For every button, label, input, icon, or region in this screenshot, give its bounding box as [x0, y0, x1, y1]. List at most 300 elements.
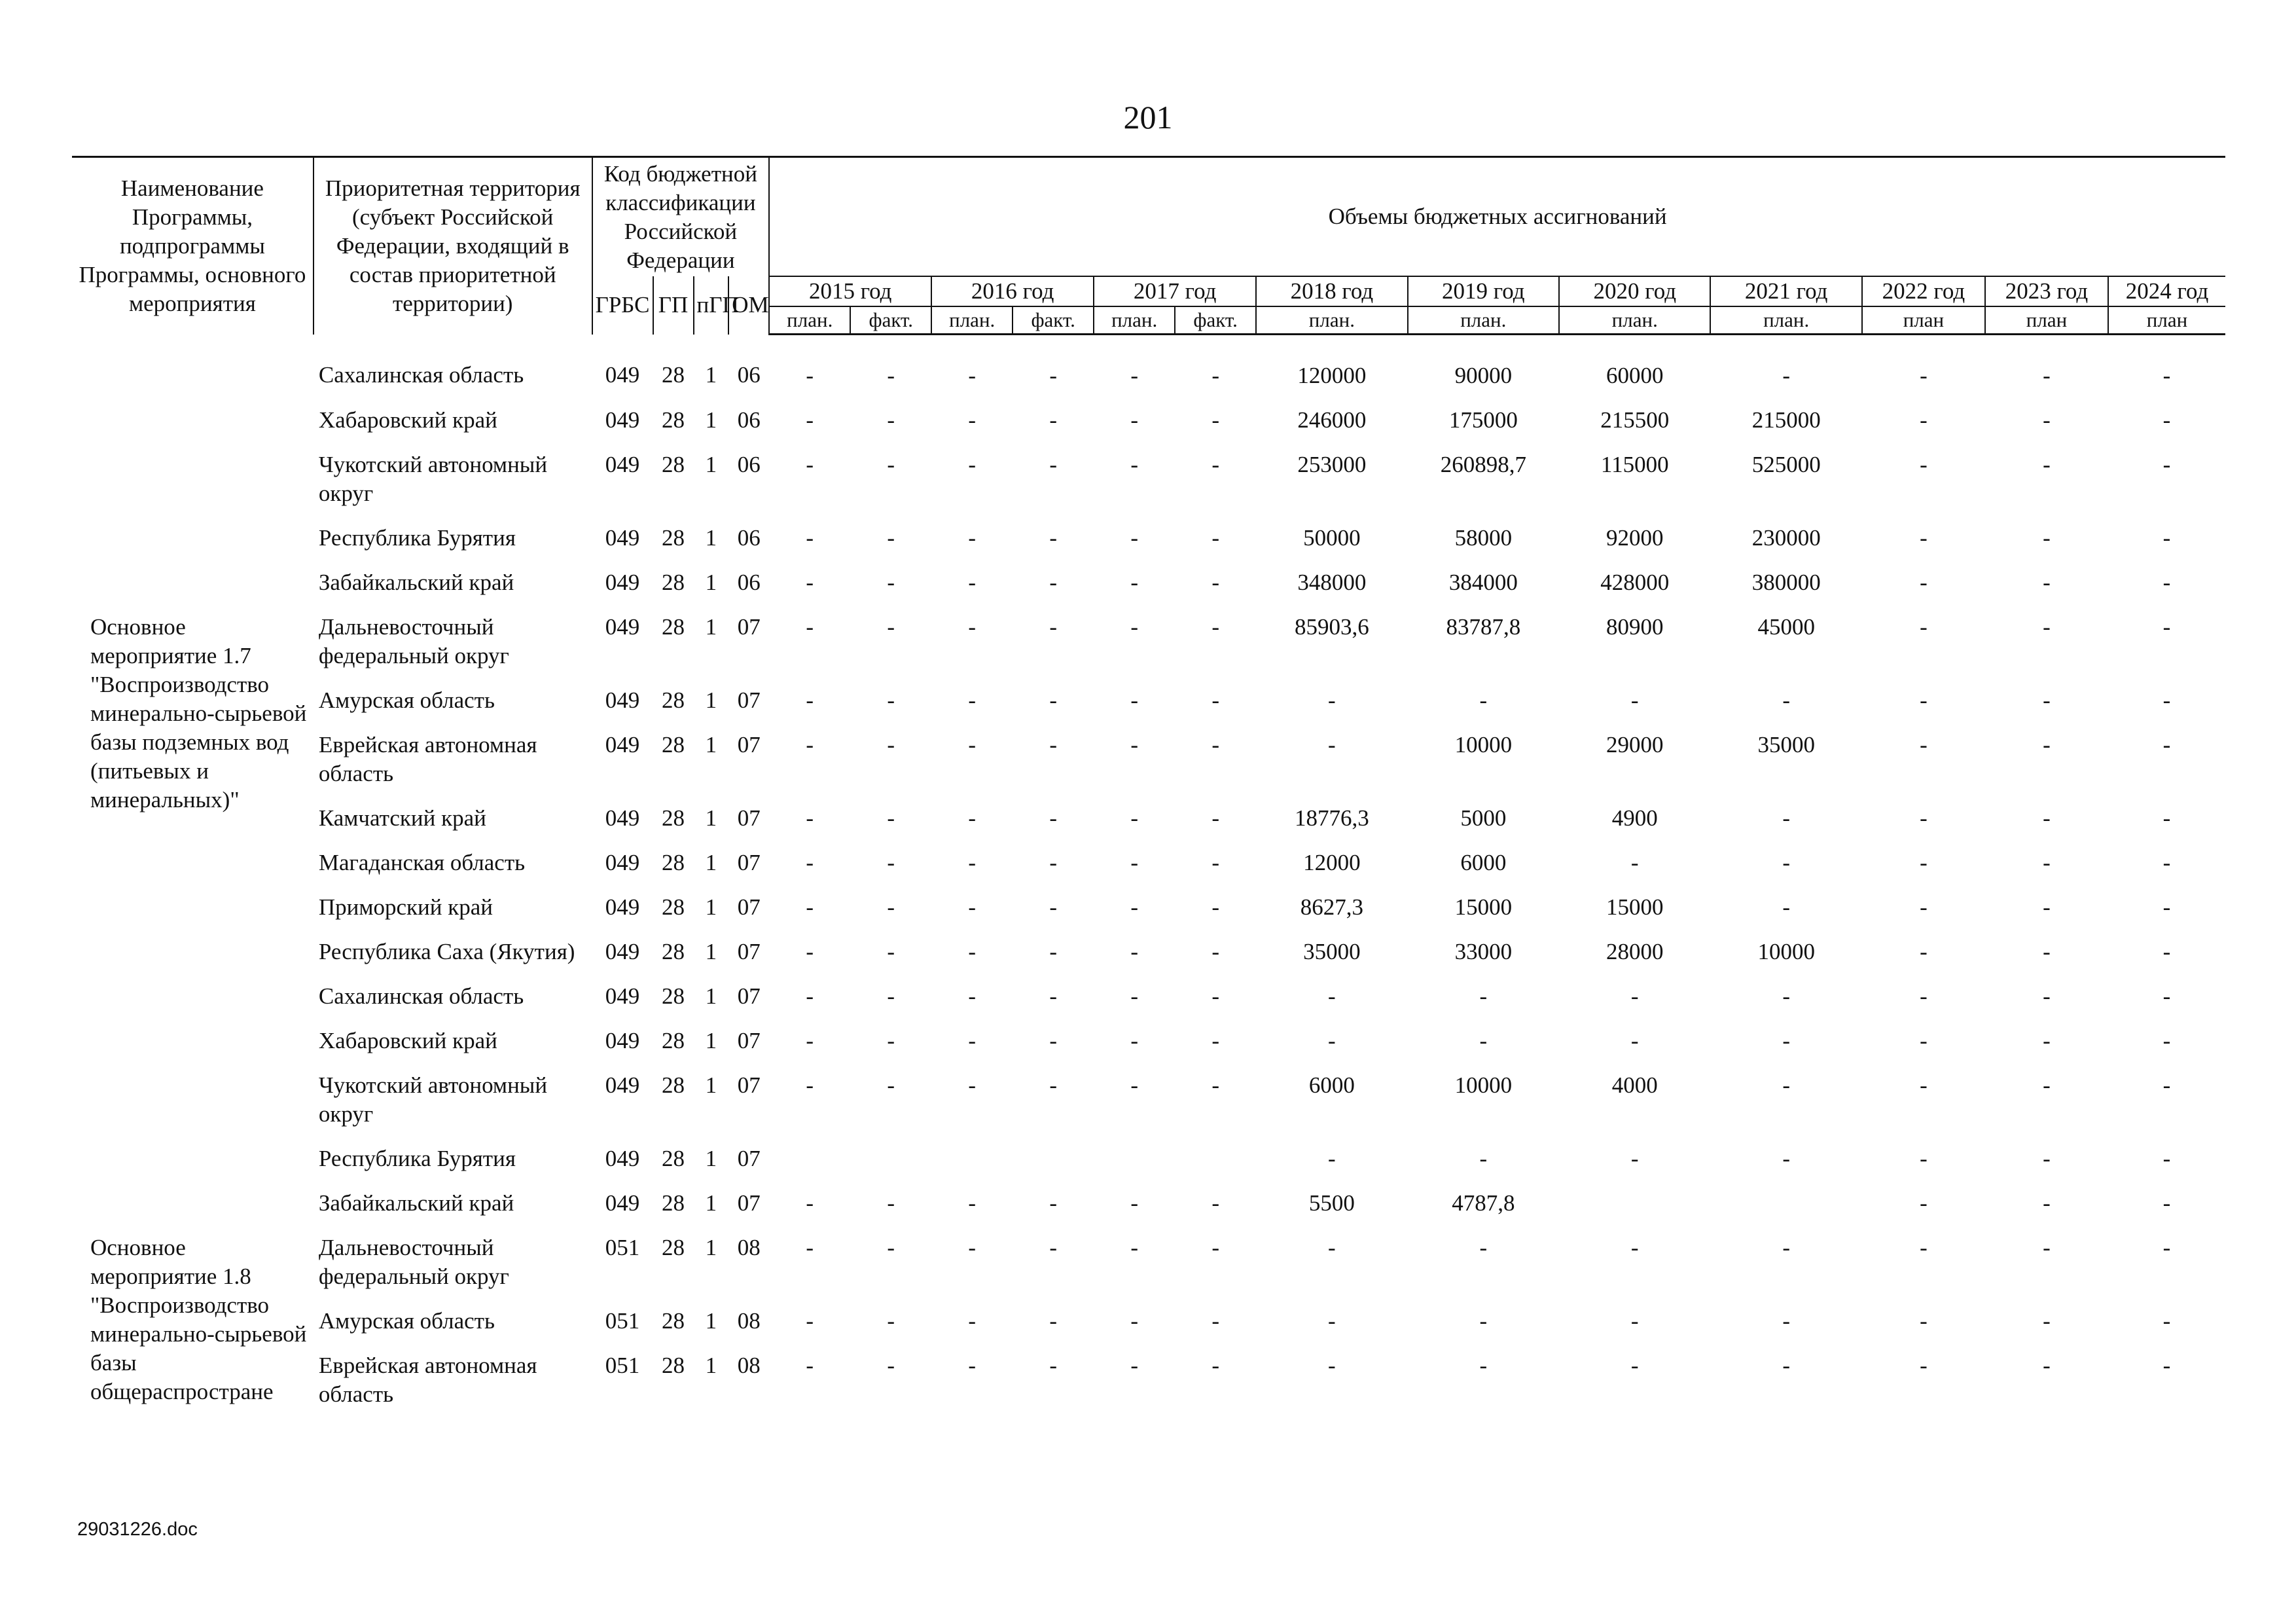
budget-value: 260898,7 [1440, 452, 1526, 477]
header-year: 2015 год [769, 276, 931, 306]
budget-value: - [887, 1072, 895, 1098]
budget-value: - [806, 805, 814, 831]
budget-value: - [1782, 850, 1791, 875]
budget-value [931, 1144, 1013, 1189]
budget-value: - [1049, 732, 1058, 757]
budget-value: - [2043, 407, 2051, 433]
budget-value: - [1130, 1072, 1138, 1098]
code-grbs: 049 [605, 570, 640, 595]
budget-value: - [2162, 570, 2171, 595]
code-om: 07 [737, 805, 761, 831]
budget-value: - [2162, 939, 2171, 964]
budget-value: 115000 [1600, 452, 1669, 477]
budget-value: - [968, 1028, 977, 1053]
budget-value: 15000 [1454, 894, 1513, 920]
budget-value: - [1328, 687, 1336, 713]
budget-value: - [1630, 850, 1639, 875]
table-row [72, 450, 2225, 524]
budget-value: - [1049, 894, 1058, 920]
code-gp: 28 [662, 1028, 685, 1053]
budget-value: - [887, 407, 895, 433]
budget-value: - [1920, 1353, 1928, 1378]
territory-name: Чукотский автономный округ [318, 1072, 548, 1127]
budget-value: - [2043, 570, 2051, 595]
code-pgp: 1 [705, 407, 717, 433]
code-gp: 28 [662, 1235, 685, 1260]
header-year: 2024 год [2108, 276, 2225, 306]
code-om: 07 [737, 732, 761, 757]
table-row [72, 804, 2225, 848]
budget-value: - [1049, 1028, 1058, 1053]
header-plan: план. [1710, 306, 1861, 335]
code-om: 07 [737, 614, 761, 640]
budget-value: - [968, 525, 977, 551]
budget-value: - [1782, 1353, 1791, 1378]
budget-value: - [2162, 850, 2171, 875]
code-pgp: 1 [705, 732, 717, 757]
budget-value: - [1211, 983, 1219, 1009]
budget-value: - [1479, 1308, 1488, 1334]
budget-value: - [2162, 1308, 2171, 1334]
header-territory: Приоритетная территория (субъект Российской Федерации, входящий в состав приоритетной территории) [314, 157, 592, 335]
budget-value: - [968, 939, 977, 964]
budget-value: - [1479, 1235, 1488, 1260]
code-gp: 28 [662, 525, 685, 551]
budget-value: - [1211, 1190, 1219, 1216]
budget-value: - [2043, 939, 2051, 964]
budget-value: 175000 [1448, 407, 1518, 433]
budget-value: 8627,3 [1300, 894, 1363, 920]
table-row [72, 848, 2225, 893]
budget-value: - [1328, 983, 1336, 1009]
budget-value: - [1630, 687, 1639, 713]
budget-value: - [1049, 850, 1058, 875]
budget-value: 4787,8 [1452, 1190, 1515, 1216]
budget-value: - [1782, 805, 1791, 831]
budget-value: - [1920, 805, 1928, 831]
budget-value: - [2043, 1072, 2051, 1098]
header-plan: план. [769, 306, 850, 335]
budget-value: - [2162, 1235, 2171, 1260]
document-code: 29031226.doc [77, 1519, 198, 1540]
budget-value: - [1211, 1308, 1219, 1334]
code-grbs: 049 [605, 361, 640, 388]
program-cell-empty [72, 335, 314, 613]
code-grbs: 049 [605, 894, 640, 920]
budget-value: - [1130, 983, 1138, 1009]
budget-value: - [2162, 407, 2171, 433]
budget-value: - [1049, 452, 1058, 477]
territory-name: Амурская область [318, 1308, 495, 1334]
budget-value: 348000 [1297, 570, 1367, 595]
budget-value: - [2162, 894, 2171, 920]
territory-name: Магаданская область [318, 850, 526, 875]
budget-value: - [2043, 850, 2051, 875]
budget-value: - [1211, 805, 1219, 831]
budget-value: - [1049, 363, 1058, 388]
budget-value: - [1049, 983, 1058, 1009]
territory-name: Чукотский автономный округ [318, 452, 548, 506]
header-year: 2016 год [931, 276, 1094, 306]
budget-value: - [1920, 1146, 1928, 1171]
budget-value: - [968, 732, 977, 757]
budget-value: - [2162, 1028, 2171, 1053]
budget-value: 120000 [1297, 363, 1367, 388]
header-plan: план. [1408, 306, 1559, 335]
budget-value: - [1211, 894, 1219, 920]
code-grbs: 049 [605, 525, 640, 551]
header-plan: план. [1094, 306, 1175, 335]
table-row [72, 1307, 2225, 1351]
budget-value [1013, 1144, 1094, 1189]
code-pgp: 1 [705, 1190, 717, 1216]
budget-value: 18776,3 [1295, 805, 1369, 831]
code-grbs: 051 [605, 1353, 640, 1378]
budget-value: - [1479, 687, 1488, 713]
budget-value: - [2043, 732, 2051, 757]
budget-value: - [1920, 614, 1928, 640]
budget-value: - [2043, 1146, 2051, 1171]
budget-value: - [1920, 1235, 1928, 1260]
header-budget-volume: Объемы бюджетных ассигнований [769, 157, 2225, 277]
budget-value: - [806, 687, 814, 713]
budget-value: - [806, 1028, 814, 1053]
page-number: 201 [1123, 99, 1173, 136]
territory-name: Сахалинская область [318, 361, 524, 388]
budget-value [769, 1144, 850, 1189]
code-grbs: 049 [605, 407, 640, 433]
code-gp: 28 [662, 983, 685, 1009]
code-grbs: 049 [605, 1028, 640, 1053]
budget-value: - [1130, 1235, 1138, 1260]
code-gp: 28 [662, 1146, 685, 1171]
budget-value: - [1920, 363, 1928, 388]
code-pgp: 1 [705, 1072, 717, 1098]
code-grbs: 049 [605, 452, 640, 477]
budget-value: - [2043, 983, 2051, 1009]
budget-value: - [1130, 850, 1138, 875]
code-gp: 28 [662, 1190, 685, 1216]
table-row [72, 1071, 2225, 1144]
header-plan: план. [1559, 306, 1710, 335]
code-pgp: 1 [705, 850, 717, 875]
budget-value: - [1130, 525, 1138, 551]
budget-value: 215000 [1751, 407, 1821, 433]
budget-value: - [1211, 939, 1219, 964]
table-row [72, 982, 2225, 1027]
budget-value: 380000 [1751, 570, 1821, 595]
code-om: 07 [737, 939, 761, 964]
budget-value: - [1630, 1353, 1639, 1378]
budget-value: - [2162, 1353, 2171, 1378]
header-year: 2018 год [1256, 276, 1407, 306]
header-fact: факт. [1175, 306, 1256, 335]
budget-value: - [1782, 1028, 1791, 1053]
budget-value: 384000 [1448, 570, 1518, 595]
table-row [72, 1351, 2225, 1425]
budget-value: - [1920, 570, 1928, 595]
code-om: 07 [737, 894, 761, 920]
budget-value: - [1130, 1028, 1138, 1053]
budget-value: - [1328, 1028, 1336, 1053]
code-pgp: 1 [705, 939, 717, 964]
code-grbs: 049 [605, 687, 640, 713]
table-row [72, 1189, 2225, 1233]
budget-value: 6000 [1460, 850, 1507, 875]
header-year: 2023 год [1985, 276, 2108, 306]
budget-value [1094, 1144, 1175, 1189]
code-pgp: 1 [705, 1146, 717, 1171]
budget-value: - [1049, 687, 1058, 713]
territory-name: Хабаровский край [318, 1028, 497, 1053]
code-pgp: 1 [705, 614, 717, 640]
budget-value: - [1782, 1308, 1791, 1334]
budget-value: - [2043, 614, 2051, 640]
budget-value: - [2162, 363, 2171, 388]
budget-value: 35000 [1303, 939, 1361, 964]
budget-value: - [806, 1235, 814, 1260]
budget-value: 4900 [1611, 805, 1658, 831]
budget-value: 50000 [1303, 525, 1361, 551]
budget-value: - [1328, 1235, 1336, 1260]
territory-name: Забайкальский край [318, 1190, 514, 1216]
budget-value: - [2043, 1028, 2051, 1053]
header-plan: план [2108, 306, 2225, 335]
budget-value: 35000 [1757, 732, 1815, 757]
code-grbs: 049 [605, 1146, 640, 1171]
code-om: 06 [737, 361, 761, 388]
budget-value: - [1211, 1028, 1219, 1053]
budget-value: 253000 [1297, 452, 1367, 477]
budget-value: - [2043, 687, 2051, 713]
budget-value: - [1782, 894, 1791, 920]
budget-value: - [806, 363, 814, 388]
budget-value: - [887, 1308, 895, 1334]
territory-name: Дальневосточный федеральный округ [318, 614, 509, 668]
territory-name: Дальневосточный федеральный округ [318, 1235, 509, 1289]
budget-value: - [887, 732, 895, 757]
code-grbs: 049 [605, 1072, 640, 1098]
budget-value: - [887, 452, 895, 477]
code-grbs: 051 [605, 1308, 640, 1334]
budget-value: - [2043, 452, 2051, 477]
budget-value: - [1211, 407, 1219, 433]
code-gp: 28 [662, 1072, 685, 1098]
header-fact: факт. [850, 306, 931, 335]
budget-value: - [1130, 894, 1138, 920]
table-row [72, 613, 2225, 686]
code-om: 07 [737, 1072, 761, 1098]
budget-value: - [806, 894, 814, 920]
code-om: 08 [737, 1308, 761, 1334]
budget-value: - [1211, 570, 1219, 595]
budget-value: - [2162, 983, 2171, 1009]
budget-value: - [806, 732, 814, 757]
budget-allocation-table [72, 156, 2225, 1425]
header-year: 2021 год [1710, 276, 1861, 306]
budget-value: - [1211, 452, 1219, 477]
budget-value: - [1479, 1028, 1488, 1053]
budget-value: 33000 [1454, 939, 1513, 964]
budget-value: - [968, 452, 977, 477]
header-year: 2017 год [1094, 276, 1256, 306]
budget-value: - [1130, 939, 1138, 964]
budget-value: - [1630, 1308, 1639, 1334]
budget-value: - [887, 363, 895, 388]
budget-value: - [887, 614, 895, 640]
budget-value: - [806, 1353, 814, 1378]
budget-value: - [1920, 1190, 1928, 1216]
budget-value [850, 1144, 931, 1189]
code-grbs: 049 [605, 614, 640, 640]
budget-value: - [887, 850, 895, 875]
territory-name: Амурская область [318, 687, 495, 713]
budget-value: - [1211, 687, 1219, 713]
code-gp: 28 [662, 850, 685, 875]
header-pgp: пГП [694, 276, 729, 335]
code-pgp: 1 [705, 361, 717, 388]
budget-value: - [968, 407, 977, 433]
budget-value: - [1630, 1235, 1639, 1260]
budget-value: - [1049, 407, 1058, 433]
code-grbs: 049 [605, 850, 640, 875]
budget-value: - [2162, 525, 2171, 551]
code-gp: 28 [662, 805, 685, 831]
header-plan: план. [1256, 306, 1407, 335]
budget-value: - [2043, 894, 2051, 920]
budget-value: - [1920, 939, 1928, 964]
budget-value: - [2162, 732, 2171, 757]
table-row [72, 1233, 2225, 1307]
table-row [72, 731, 2225, 804]
budget-value: 230000 [1751, 525, 1821, 551]
budget-value: 28000 [1606, 939, 1664, 964]
code-gp: 28 [662, 894, 685, 920]
territory-name: Сахалинская область [318, 983, 524, 1009]
budget-value: - [968, 363, 977, 388]
table-row [72, 524, 2225, 568]
budget-value: - [1130, 1353, 1138, 1378]
table-row [72, 938, 2225, 982]
code-gp: 28 [662, 732, 685, 757]
budget-value: - [806, 983, 814, 1009]
budget-value: - [1211, 1353, 1219, 1378]
budget-value: - [1049, 525, 1058, 551]
budget-value: 83787,8 [1446, 614, 1521, 640]
territory-name: Республика Саха (Якутия) [318, 939, 575, 964]
code-grbs: 049 [605, 1190, 640, 1216]
budget-value: - [1920, 407, 1928, 433]
code-om: 07 [737, 1028, 761, 1053]
code-gp: 28 [662, 1308, 685, 1334]
budget-value: - [1130, 407, 1138, 433]
territory-name: Камчатский край [318, 805, 486, 831]
budget-value: - [1920, 687, 1928, 713]
budget-value: - [1130, 570, 1138, 595]
budget-value: - [2162, 1190, 2171, 1216]
budget-value: - [806, 614, 814, 640]
budget-value: - [1049, 1235, 1058, 1260]
budget-value: - [1130, 1308, 1138, 1334]
header-year: 2020 год [1559, 276, 1710, 306]
budget-value: - [968, 1308, 977, 1334]
table-row [72, 1144, 2225, 1189]
budget-value: - [1920, 1308, 1928, 1334]
budget-value: - [1049, 614, 1058, 640]
budget-value: - [1130, 614, 1138, 640]
budget-value: - [1782, 363, 1791, 388]
code-om: 07 [737, 687, 761, 713]
budget-value: - [2043, 525, 2051, 551]
budget-value: - [1920, 1028, 1928, 1053]
budget-value: - [968, 1190, 977, 1216]
budget-value: 10000 [1454, 732, 1513, 757]
budget-value: - [2043, 1190, 2051, 1216]
territory-name: Забайкальский край [318, 570, 514, 595]
territory-name: Еврейская автономная область [318, 1353, 537, 1407]
budget-value: 4000 [1611, 1072, 1658, 1098]
code-grbs: 049 [605, 805, 640, 831]
budget-value: - [1920, 732, 1928, 757]
budget-value: - [2043, 1353, 2051, 1378]
budget-value: - [1211, 614, 1219, 640]
table-row [72, 1027, 2225, 1071]
budget-value: 525000 [1751, 452, 1821, 477]
budget-value: - [1782, 1072, 1791, 1098]
table-row [72, 406, 2225, 450]
budget-value: 80900 [1606, 614, 1664, 640]
budget-value: - [1920, 894, 1928, 920]
header-plan: план [1985, 306, 2108, 335]
code-gp: 28 [662, 614, 685, 640]
header-grbs: ГРБС [592, 276, 653, 335]
budget-value: 60000 [1606, 363, 1664, 388]
budget-value: - [1049, 1072, 1058, 1098]
budget-value: - [1630, 1146, 1639, 1171]
budget-value: - [1049, 805, 1058, 831]
budget-value [1175, 1144, 1256, 1189]
budget-value: 10000 [1454, 1072, 1513, 1098]
code-pgp: 1 [705, 452, 717, 477]
budget-value: 5500 [1308, 1190, 1355, 1216]
budget-value: - [1211, 732, 1219, 757]
budget-value: - [806, 1308, 814, 1334]
budget-value: - [1479, 1353, 1488, 1378]
budget-value [1559, 1189, 1710, 1233]
code-pgp: 1 [705, 1308, 717, 1334]
budget-value: - [1479, 983, 1488, 1009]
budget-value: - [1782, 1146, 1791, 1171]
territory-name: Республика Бурятия [318, 1146, 516, 1171]
budget-value: - [1328, 1353, 1336, 1378]
table-row [72, 686, 2225, 731]
table-row [72, 893, 2225, 938]
header-budget-code: Код бюджетной классификации Российской Федерации [592, 157, 770, 277]
header-plan: план. [931, 306, 1013, 335]
budget-value: - [887, 1190, 895, 1216]
territory-name: Хабаровский край [318, 407, 497, 433]
code-gp: 28 [662, 1353, 685, 1378]
code-grbs: 049 [605, 983, 640, 1009]
budget-value: - [1130, 732, 1138, 757]
header-om: ОМ [728, 276, 769, 335]
budget-value: - [806, 570, 814, 595]
header-year: 2019 год [1408, 276, 1559, 306]
budget-value: - [2043, 1308, 2051, 1334]
code-pgp: 1 [705, 805, 717, 831]
code-om: 06 [737, 407, 761, 433]
budget-value: - [806, 1190, 814, 1216]
